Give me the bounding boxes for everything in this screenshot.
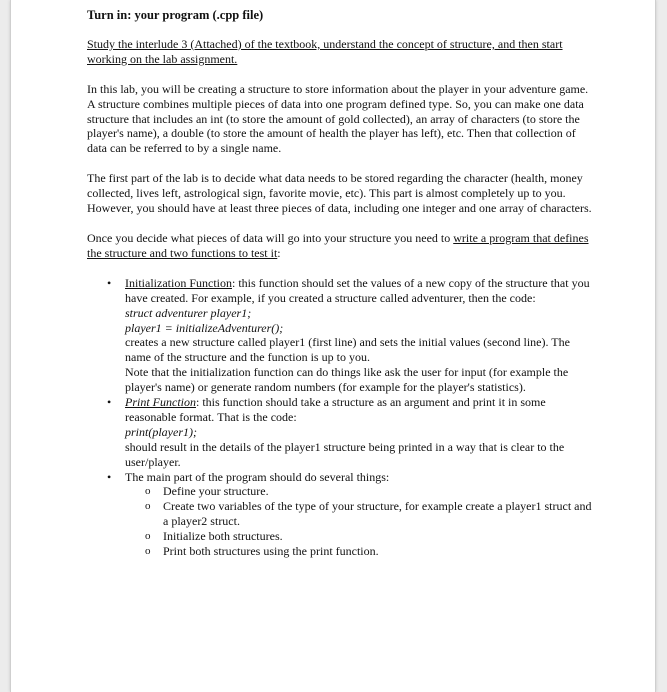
init-note-text: Note that the initialization function can do things like ask the user for input (for example the player's name) or generate random numbers (for example for the player's statistics). [125, 365, 569, 395]
init-function-text: : this function should set the values of a new copy of the structure that you have created. For example, if you created a structure called adventurer, then the code: [125, 275, 590, 305]
print-function-desc [125, 395, 592, 425]
document-page [10, 0, 656, 692]
sub-bullet-icon: o [145, 500, 151, 513]
paragraph-structure-intro: In this lab, you will be creating a structure to store information about the player in your adventure game. A structure combines multiple pieces of data into one program defined type. So, you can make one data structure that includes an int (to store the amount of gold collected), an array of characters (to store the player's name), a double (to store the amount of health the player has left), etc. Then that collection of data can be referred to by a single name. [87, 81, 589, 156]
para3-suffix: : [277, 245, 281, 260]
document-content [87, 8, 592, 559]
para3-prefix: Once you decide what pieces of data will go into your structure you need to [87, 230, 454, 245]
sub-bullet-icon: o [145, 545, 151, 558]
sub-item-define [125, 484, 592, 499]
sub-item-text: Define your structure. [163, 484, 269, 499]
print-function-title: Print Function [125, 395, 196, 410]
list-item-print-function [87, 395, 592, 470]
bullet-icon: • [107, 395, 112, 410]
list-item-main-program [87, 470, 592, 559]
sub-item-initialize [125, 529, 592, 544]
init-code-line-1: struct adventurer player1; [125, 305, 252, 320]
paragraph-define-structure [87, 231, 592, 261]
init-function-title: Initialization Function [125, 275, 232, 290]
intro-instructions: Study the interlude 3 (Attached) of the textbook, understand the concept of structure, and then start working on the lab assignment. [87, 36, 563, 66]
para3-underlined: write a program that defines the structure and two functions to test it [87, 230, 589, 260]
paragraph-first-part: The first part of the lab is to decide what data needs to be stored regarding the character (health, money collected, lives left, astrological sign, favorite movie, etc). This part is almost completely up to you. However, you should have at least three pieces of data, including one integer and one array of characters. [87, 171, 592, 216]
sub-item-create-variables [125, 499, 592, 529]
requirements-list [87, 276, 592, 559]
bullet-icon: • [107, 469, 112, 484]
page-heading: Turn in: your program (.cpp file) [87, 8, 264, 22]
sub-item-text: Print both structures using the print function. [163, 544, 379, 559]
sub-bullet-icon: o [145, 485, 151, 498]
sub-item-text: Initialize both structures. [163, 529, 283, 544]
init-code-line-2: player1 = initializeAdventurer(); [125, 320, 284, 335]
sub-item-text: Create two variables of the type of your structure, for example create a player1 struct and a player2 struct. [163, 499, 592, 529]
print-after-text: should result in the details of the player1 structure being printed in a way that is clear to the user/player. [125, 439, 565, 469]
main-program-text: The main part of the program should do several things: [125, 469, 390, 484]
bullet-icon: • [107, 275, 112, 290]
sub-item-print [125, 544, 592, 559]
list-item-init-function [87, 276, 592, 395]
init-after-text: creates a new structure called player1 (first line) and sets the initial values (second line). The name of the structure and the function is up to you. [125, 335, 570, 365]
print-code-line: print(player1); [125, 424, 197, 439]
print-function-text: : this function should take a structure as an argument and print it in some reasonable format. That is the code: [125, 395, 546, 424]
init-function-desc [125, 276, 592, 306]
sub-bullet-icon: o [145, 530, 151, 543]
main-program-steps [125, 484, 592, 559]
